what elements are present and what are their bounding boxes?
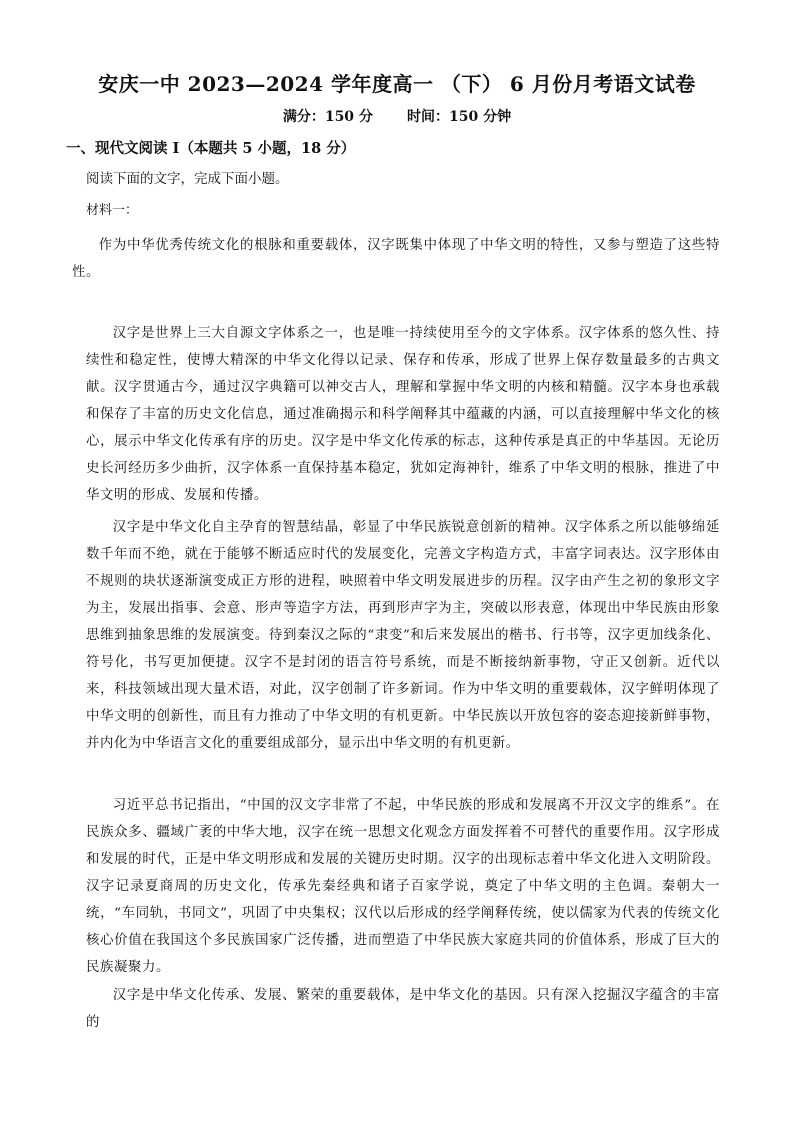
paragraph: 习近平总书记指出，“中国的汉文字非常了不起，中华民族的形成和发展离不开汉文字的维系”。在民族众多、疆域广袤的中华大地，汉字在统一思想文化观念方面发挥着不可替代的重要作用。汉字形成和发展的时代，正是中华文明形成和发展的关键历史时期。汉字的出现标志着中华文化进入文明阶段。汉字记录夏商周的历史文化，传承先秦经典和诸子百家学说，奠定了中华文明的主色调。秦朝大一统，“车同轨，书同文”，巩固了中央集权；汉代以后形成的经学阐释传统，使以儒家为代表的传统文化核心价值在我国这个多民族国家广泛传播，进而塑造了中华民族大家庭共同的价值体系，形成了巨大的民族凝聚力。 — [86, 798, 720, 975]
paragraph: 汉字是世界上三大自源文字体系之一，也是唯一持续使用至今的文字体系。汉字体系的悠久性、持续性和稳定性，使博大精深的中华文化得以记录、保存和传承，形成了世界上保存数量最多的古典文献。汉字贯通古今，通过汉字典籍可以神交古人，理解和掌握中华文明的内核和精髓。汉字本身也承载和保存了丰富的历史文化信息，通过准确揭示和科学阐释其中蕴藏的内涵，可以直接理解中华文化的核心，展示中华文化传承有序的历史。汉字是中华文化传承的标志，这种传承是真正的中华基因。无论历史长河经历多少曲折，汉字体系一直保持基本稳定，犹如定海神针，维系了中华文明的根脉，推进了中华文明的形成、发展和传播。 — [86, 326, 720, 503]
section-heading: 一、现代文阅读 Ⅰ（本题共 5 小题，18 分） — [66, 140, 356, 157]
paragraph: 汉字是中华文化自主孕育的智慧结晶，彰显了中华民族锐意创新的精神。汉字体系之所以能够绵延数千年而不绝，就在于能够不断适应时代的发展变化，完善文字构造方式，丰富字词表达。汉字形体由不规则的块状逐渐演变成正方形的进程，映照着中华文明发展进步的历程。汉字由产生之初的象形文字为主，发展出指事、会意、形声等造字方法，再到形声字为主，突破以形表意，体现出中华民族由形象思维到抽象思维的发展演变。待到秦汉之际的“隶变”和后来发展出的楷书、行书等，汉字更加线条化、符号化，书写更加便捷。汉字不是封闭的语言符号系统，而是不断接纳新事物，守正又创新。近代以来，科技领域出现大量术语，对此，汉字创制了许多新词。作为中华文明的重要载体，汉字鲜明体现了中华文明的创新性，而且有力推动了中华文明的有机更新。中华民族以开放包容的姿态迎接新鲜事物，并内化为中华语言文化的重要组成部分，显示出中华文明的有机更新。 — [86, 520, 720, 751]
exam-title: 安庆一中 2023—2024 学年度高一 （下） 6 月份月考语文试卷 — [98, 72, 696, 96]
reading-instruction: 阅读下面的文字，完成下面小题。 — [86, 171, 289, 187]
paragraph: 作为中华优秀传统文化的根脉和重要载体，汉字既集中体现了中华文明的特性，又参与塑造了这些特性。 — [72, 238, 720, 280]
paragraph: 汉字是中华文化传承、发展、繁荣的重要载体，是中华文化的基因。只有深入挖掘汉字蕴含的丰富的 — [86, 988, 720, 1030]
exam-score-time: 满分：150 分 时间：150 分钟 — [282, 109, 512, 125]
material-label: 材料一： — [86, 203, 139, 218]
